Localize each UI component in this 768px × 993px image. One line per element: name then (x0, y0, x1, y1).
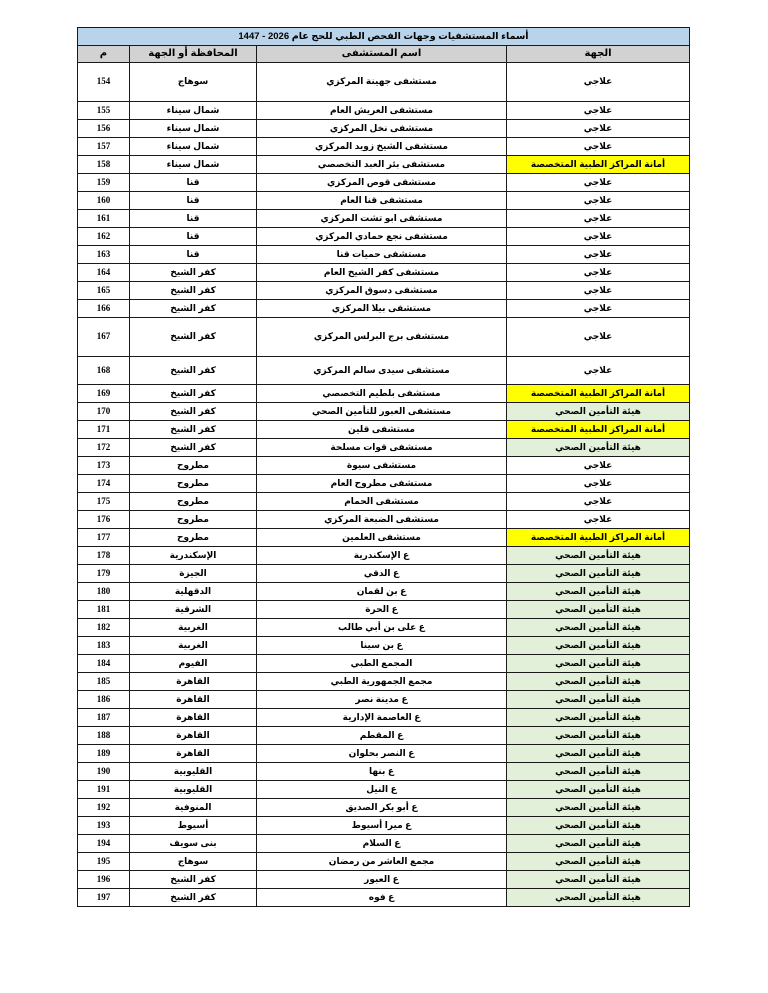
cell-hospital-name: ع العاصمة الإدارية (257, 709, 507, 727)
cell-hospital-name: ع النيل (257, 781, 507, 799)
cell-hospital-name: مستشفى برج البرلس المركزي (257, 318, 507, 357)
cell-hospital-name: مستشفى كفر الشيخ العام (257, 264, 507, 282)
table-row (77, 511, 689, 529)
cell-authority: هيئة التأمين الصحي (507, 727, 690, 745)
cell-governorate: كفر الشيخ (130, 264, 257, 282)
table-row (77, 529, 689, 547)
cell-row-number: 196 (77, 871, 129, 889)
table-row (77, 727, 689, 745)
cell-authority: هيئة التأمين الصحي (507, 655, 690, 673)
cell-row-number: 160 (77, 192, 129, 210)
cell-governorate: قنا (130, 174, 257, 192)
cell-governorate: كفر الشيخ (130, 385, 257, 403)
cell-row-number: 175 (77, 493, 129, 511)
cell-hospital-name: مستشفى العريش العام (257, 102, 507, 120)
cell-authority: هيئة التأمين الصحي (507, 403, 690, 421)
table-row (77, 781, 689, 799)
cell-governorate: المنوفية (130, 799, 257, 817)
cell-governorate: شمال سيناء (130, 102, 257, 120)
cell-governorate: مطروح (130, 457, 257, 475)
table-row (77, 246, 689, 264)
column-header-governorate: المحافظة أو الجهة (130, 46, 257, 63)
cell-row-number: 165 (77, 282, 129, 300)
cell-hospital-name: ع أبو بكر الصديق (257, 799, 507, 817)
cell-hospital-name: ع بن لقمان (257, 583, 507, 601)
table-row (77, 264, 689, 282)
cell-governorate: كفر الشيخ (130, 439, 257, 457)
table-row (77, 318, 689, 357)
cell-hospital-name: مستشفى نخل المركزي (257, 120, 507, 138)
cell-hospital-name: مستشفى ابو تشت المركزي (257, 210, 507, 228)
cell-row-number: 172 (77, 439, 129, 457)
cell-governorate: بنى سويف (130, 835, 257, 853)
table-row (77, 691, 689, 709)
cell-governorate: كفر الشيخ (130, 421, 257, 439)
table-row (77, 63, 689, 102)
cell-row-number: 186 (77, 691, 129, 709)
cell-row-number: 182 (77, 619, 129, 637)
cell-governorate: قنا (130, 246, 257, 264)
cell-governorate: كفر الشيخ (130, 889, 257, 907)
table-title-row (77, 28, 689, 46)
cell-row-number: 187 (77, 709, 129, 727)
cell-row-number: 179 (77, 565, 129, 583)
cell-row-number: 191 (77, 781, 129, 799)
table-row (77, 457, 689, 475)
cell-hospital-name: ع المقطم (257, 727, 507, 745)
cell-governorate: كفر الشيخ (130, 318, 257, 357)
table-row (77, 282, 689, 300)
cell-governorate: القاهرة (130, 745, 257, 763)
cell-governorate: الشرقية (130, 601, 257, 619)
cell-hospital-name: ع النصر بحلوان (257, 745, 507, 763)
table-row (77, 138, 689, 156)
table-row (77, 120, 689, 138)
table-row (77, 547, 689, 565)
table-row (77, 228, 689, 246)
cell-row-number: 174 (77, 475, 129, 493)
cell-hospital-name: مستشفى سيدى سالم المركزي (257, 357, 507, 385)
table-row (77, 655, 689, 673)
cell-hospital-name: مستشفى العبور للتأمين الصحي (257, 403, 507, 421)
table-row (77, 192, 689, 210)
cell-authority: علاجي (507, 493, 690, 511)
cell-row-number: 162 (77, 228, 129, 246)
table-row (77, 403, 689, 421)
cell-governorate: كفر الشيخ (130, 357, 257, 385)
cell-governorate: شمال سيناء (130, 138, 257, 156)
cell-hospital-name: مستشفى قوات مسلحة (257, 439, 507, 457)
cell-hospital-name: مستشفى بلطيم التخصصي (257, 385, 507, 403)
cell-governorate: سوهاج (130, 853, 257, 871)
table-row (77, 385, 689, 403)
table-row (77, 709, 689, 727)
cell-governorate: كفر الشيخ (130, 300, 257, 318)
cell-row-number: 155 (77, 102, 129, 120)
cell-hospital-name: مستشفى بيلا المركزي (257, 300, 507, 318)
cell-authority: هيئة التأمين الصحي (507, 763, 690, 781)
table-row (77, 300, 689, 318)
cell-governorate: أسيوط (130, 817, 257, 835)
cell-row-number: 168 (77, 357, 129, 385)
cell-row-number: 158 (77, 156, 129, 174)
cell-row-number: 178 (77, 547, 129, 565)
cell-governorate: سوهاج (130, 63, 257, 102)
cell-authority: هيئة التأمين الصحي (507, 565, 690, 583)
cell-hospital-name: ع الحرة (257, 601, 507, 619)
cell-governorate: القاهرة (130, 673, 257, 691)
cell-governorate: كفر الشيخ (130, 871, 257, 889)
cell-row-number: 171 (77, 421, 129, 439)
table-row (77, 475, 689, 493)
cell-authority: هيئة التأمين الصحي (507, 547, 690, 565)
cell-row-number: 163 (77, 246, 129, 264)
cell-authority: أمانة المراكز الطبية المتخصصة (507, 529, 690, 547)
cell-hospital-name: ع العبور (257, 871, 507, 889)
cell-governorate: الجيزة (130, 565, 257, 583)
cell-governorate: قنا (130, 210, 257, 228)
cell-governorate: قنا (130, 192, 257, 210)
cell-governorate: مطروح (130, 529, 257, 547)
cell-governorate: الغربية (130, 619, 257, 637)
table-row (77, 210, 689, 228)
cell-hospital-name: مستشفى الشيخ زويد المركزي (257, 138, 507, 156)
cell-governorate: القليوبية (130, 781, 257, 799)
cell-authority: علاجي (507, 228, 690, 246)
cell-row-number: 169 (77, 385, 129, 403)
cell-row-number: 167 (77, 318, 129, 357)
cell-hospital-name: مجمع العاشر من رمضان (257, 853, 507, 871)
table-row (77, 889, 689, 907)
cell-hospital-name: ع على بن أبي طالب (257, 619, 507, 637)
cell-authority: هيئة التأمين الصحي (507, 673, 690, 691)
cell-row-number: 197 (77, 889, 129, 907)
cell-authority: هيئة التأمين الصحي (507, 781, 690, 799)
cell-authority: علاجي (507, 210, 690, 228)
cell-governorate: القاهرة (130, 727, 257, 745)
table-row (77, 619, 689, 637)
cell-hospital-name: مستشفى قنا العام (257, 192, 507, 210)
cell-authority: هيئة التأمين الصحي (507, 583, 690, 601)
cell-authority: هيئة التأمين الصحي (507, 871, 690, 889)
cell-hospital-name: مستشفى سيوة (257, 457, 507, 475)
cell-row-number: 176 (77, 511, 129, 529)
cell-authority: علاجي (507, 63, 690, 102)
table-row (77, 799, 689, 817)
cell-authority: هيئة التأمين الصحي (507, 709, 690, 727)
cell-authority: علاجي (507, 300, 690, 318)
table-row (77, 156, 689, 174)
cell-hospital-name: ع فوه (257, 889, 507, 907)
cell-authority: هيئة التأمين الصحي (507, 691, 690, 709)
cell-authority: علاجي (507, 457, 690, 475)
cell-hospital-name: ع ميرا أسيوط (257, 817, 507, 835)
cell-row-number: 185 (77, 673, 129, 691)
cell-row-number: 190 (77, 763, 129, 781)
cell-governorate: القليوبية (130, 763, 257, 781)
cell-hospital-name: مستشفى قوص المركزي (257, 174, 507, 192)
cell-authority: هيئة التأمين الصحي (507, 439, 690, 457)
cell-governorate: القاهرة (130, 709, 257, 727)
cell-authority: علاجي (507, 120, 690, 138)
cell-governorate: كفر الشيخ (130, 403, 257, 421)
table-row (77, 817, 689, 835)
cell-authority: هيئة التأمين الصحي (507, 601, 690, 619)
cell-hospital-name: مستشفى حميات قنا (257, 246, 507, 264)
cell-governorate: الدقهلية (130, 583, 257, 601)
hospitals-table (77, 27, 690, 907)
cell-authority: أمانة المراكز الطبية المتخصصة (507, 421, 690, 439)
cell-authority: علاجي (507, 318, 690, 357)
cell-hospital-name: مستشفى الحمام (257, 493, 507, 511)
cell-governorate: كفر الشيخ (130, 282, 257, 300)
cell-hospital-name: مستشفى جهينة المركزي (257, 63, 507, 102)
cell-authority: علاجي (507, 192, 690, 210)
table-row (77, 493, 689, 511)
table-row (77, 565, 689, 583)
cell-hospital-name: ع الإسكندرية (257, 547, 507, 565)
table-row (77, 439, 689, 457)
cell-row-number: 195 (77, 853, 129, 871)
cell-authority: علاجي (507, 246, 690, 264)
cell-hospital-name: مستشفى العلمين (257, 529, 507, 547)
cell-authority: هيئة التأمين الصحي (507, 799, 690, 817)
table-row (77, 745, 689, 763)
cell-authority: هيئة التأمين الصحي (507, 637, 690, 655)
cell-authority: هيئة التأمين الصحي (507, 889, 690, 907)
cell-hospital-name: مستشفى مطروح العام (257, 475, 507, 493)
column-header-num: م (77, 46, 129, 63)
table-row (77, 637, 689, 655)
table-row (77, 174, 689, 192)
cell-authority: هيئة التأمين الصحي (507, 835, 690, 853)
cell-governorate: شمال سيناء (130, 120, 257, 138)
cell-authority: هيئة التأمين الصحي (507, 619, 690, 637)
table-row (77, 601, 689, 619)
table-row (77, 763, 689, 781)
cell-hospital-name: ع بن سينا (257, 637, 507, 655)
table-row (77, 583, 689, 601)
cell-row-number: 159 (77, 174, 129, 192)
cell-authority: هيئة التأمين الصحي (507, 817, 690, 835)
cell-hospital-name: مستشفى دسوق المركزي (257, 282, 507, 300)
cell-row-number: 156 (77, 120, 129, 138)
cell-row-number: 193 (77, 817, 129, 835)
cell-row-number: 164 (77, 264, 129, 282)
cell-governorate: مطروح (130, 511, 257, 529)
table-row (77, 835, 689, 853)
cell-authority: علاجي (507, 138, 690, 156)
cell-row-number: 180 (77, 583, 129, 601)
cell-hospital-name: مستشفى قلين (257, 421, 507, 439)
cell-authority: علاجي (507, 264, 690, 282)
table-row (77, 357, 689, 385)
cell-governorate: قنا (130, 228, 257, 246)
cell-hospital-name: ع الدقي (257, 565, 507, 583)
cell-hospital-name: مستشفى نجع حمادي المركزي (257, 228, 507, 246)
cell-row-number: 177 (77, 529, 129, 547)
cell-hospital-name: مجمع الجمهورية الطبي (257, 673, 507, 691)
cell-row-number: 184 (77, 655, 129, 673)
table-row (77, 853, 689, 871)
cell-row-number: 188 (77, 727, 129, 745)
cell-row-number: 183 (77, 637, 129, 655)
cell-hospital-name: ع بنها (257, 763, 507, 781)
cell-governorate: الغربية (130, 637, 257, 655)
table-row (77, 421, 689, 439)
cell-authority: علاجي (507, 282, 690, 300)
document-body (78, 27, 690, 907)
cell-governorate: شمال سيناء (130, 156, 257, 174)
column-header-jeha: الجهة (507, 46, 690, 63)
cell-row-number: 192 (77, 799, 129, 817)
cell-row-number: 154 (77, 63, 129, 102)
cell-hospital-name: المجمع الطبي (257, 655, 507, 673)
cell-row-number: 194 (77, 835, 129, 853)
table-row (77, 673, 689, 691)
cell-authority: علاجي (507, 102, 690, 120)
cell-authority: علاجي (507, 511, 690, 529)
cell-row-number: 173 (77, 457, 129, 475)
cell-row-number: 157 (77, 138, 129, 156)
cell-row-number: 170 (77, 403, 129, 421)
table-header-row (77, 46, 689, 63)
cell-authority: علاجي (507, 174, 690, 192)
cell-authority: علاجي (507, 475, 690, 493)
table-row (77, 102, 689, 120)
cell-row-number: 161 (77, 210, 129, 228)
cell-authority: علاجي (507, 357, 690, 385)
cell-governorate: القاهرة (130, 691, 257, 709)
cell-authority: هيئة التأمين الصحي (507, 745, 690, 763)
cell-governorate: مطروح (130, 475, 257, 493)
page-title: أسماء المستشفيات وجهات الفحص الطبي للحج عام 2026 - 1447 (77, 28, 689, 46)
cell-authority: أمانة المراكز الطبية المتخصصة (507, 385, 690, 403)
cell-authority: أمانة المراكز الطبية المتخصصة (507, 156, 690, 174)
cell-hospital-name: ع مدينة نصر (257, 691, 507, 709)
cell-hospital-name: مستشفى بئر العبد التخصصي (257, 156, 507, 174)
cell-row-number: 189 (77, 745, 129, 763)
cell-governorate: الإسكندرية (130, 547, 257, 565)
cell-row-number: 181 (77, 601, 129, 619)
cell-hospital-name: ع السلام (257, 835, 507, 853)
cell-row-number: 166 (77, 300, 129, 318)
table-row (77, 871, 689, 889)
cell-authority: هيئة التأمين الصحي (507, 853, 690, 871)
cell-hospital-name: مستشفى الضبعة المركزي (257, 511, 507, 529)
column-header-hospital: اسم المستشفى (257, 46, 507, 63)
cell-governorate: الفيوم (130, 655, 257, 673)
cell-governorate: مطروح (130, 493, 257, 511)
